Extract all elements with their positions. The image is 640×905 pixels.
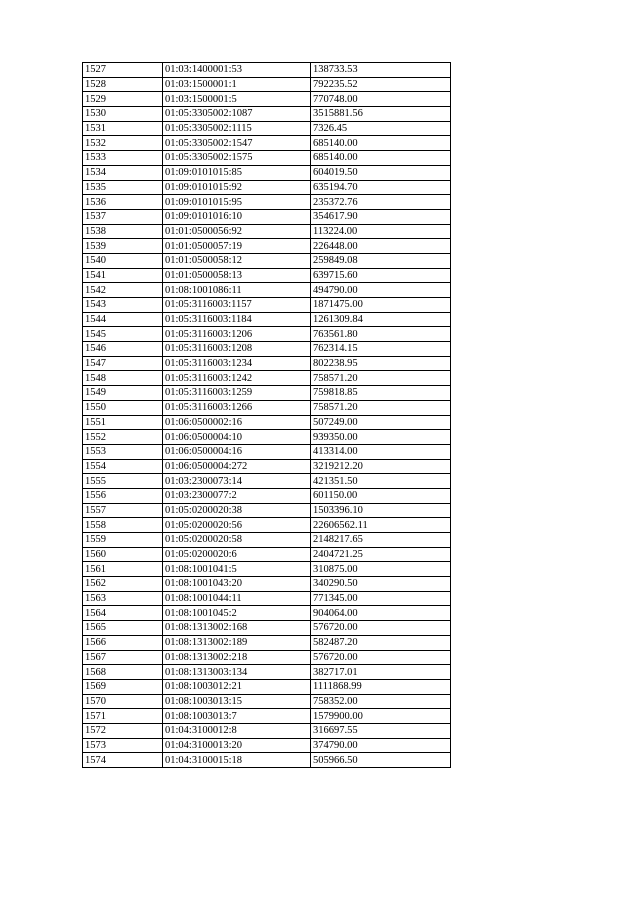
value-cell: 354617.90 xyxy=(311,209,451,224)
row-number-cell: 1554 xyxy=(83,459,163,474)
row-number-cell: 1571 xyxy=(83,709,163,724)
row-number-cell: 1569 xyxy=(83,679,163,694)
value-cell: 771345.00 xyxy=(311,591,451,606)
value-cell: 138733.53 xyxy=(311,63,451,78)
value-cell: 1503396.10 xyxy=(311,503,451,518)
value-cell: 604019.50 xyxy=(311,165,451,180)
value-cell: 802238.95 xyxy=(311,356,451,371)
cadastral-number-cell: 01:05:3305002:1575 xyxy=(163,151,311,166)
table-row xyxy=(83,665,451,680)
table-row xyxy=(83,650,451,665)
value-cell: 904064.00 xyxy=(311,606,451,621)
table-row xyxy=(83,723,451,738)
table-row xyxy=(83,753,451,768)
value-cell: 374790.00 xyxy=(311,738,451,753)
row-number-cell: 1563 xyxy=(83,591,163,606)
row-number-cell: 1574 xyxy=(83,753,163,768)
value-cell: 507249.00 xyxy=(311,415,451,430)
row-number-cell: 1568 xyxy=(83,665,163,680)
value-cell: 576720.00 xyxy=(311,650,451,665)
row-number-cell: 1533 xyxy=(83,151,163,166)
cadastral-number-cell: 01:08:1001041:5 xyxy=(163,562,311,577)
cadastral-number-cell: 01:05:3305002:1115 xyxy=(163,121,311,136)
value-cell: 758571.20 xyxy=(311,400,451,415)
table-row xyxy=(83,694,451,709)
cadastral-number-cell: 01:04:3100012:8 xyxy=(163,723,311,738)
cadastral-number-cell: 01:08:1313002:218 xyxy=(163,650,311,665)
cadastral-number-cell: 01:03:1400001:53 xyxy=(163,63,311,78)
row-number-cell: 1561 xyxy=(83,562,163,577)
table-row xyxy=(83,709,451,724)
row-number-cell: 1560 xyxy=(83,547,163,562)
row-number-cell: 1555 xyxy=(83,474,163,489)
cadastral-number-cell: 01:08:1001044:11 xyxy=(163,591,311,606)
row-number-cell: 1537 xyxy=(83,209,163,224)
cadastral-number-cell: 01:04:3100013:20 xyxy=(163,738,311,753)
table-row xyxy=(83,121,451,136)
cadastral-number-cell: 01:05:0200020:56 xyxy=(163,518,311,533)
table-row xyxy=(83,635,451,650)
cadastral-number-cell: 01:06:0500004:272 xyxy=(163,459,311,474)
table-row xyxy=(83,474,451,489)
row-number-cell: 1527 xyxy=(83,63,163,78)
table-row xyxy=(83,533,451,548)
table-row xyxy=(83,136,451,151)
table-row xyxy=(83,209,451,224)
row-number-cell: 1566 xyxy=(83,635,163,650)
table-row xyxy=(83,621,451,636)
value-cell: 763561.80 xyxy=(311,327,451,342)
value-cell: 1871475.00 xyxy=(311,298,451,313)
value-cell: 685140.00 xyxy=(311,151,451,166)
cadastral-number-cell: 01:05:3305002:1547 xyxy=(163,136,311,151)
row-number-cell: 1546 xyxy=(83,342,163,357)
table-row xyxy=(83,547,451,562)
row-number-cell: 1558 xyxy=(83,518,163,533)
value-cell: 759818.85 xyxy=(311,386,451,401)
value-cell: 685140.00 xyxy=(311,136,451,151)
cadastral-number-cell: 01:05:0200020:58 xyxy=(163,533,311,548)
table-row xyxy=(83,371,451,386)
row-number-cell: 1536 xyxy=(83,195,163,210)
value-cell: 505966.50 xyxy=(311,753,451,768)
cadastral-number-cell: 01:05:3116003:1259 xyxy=(163,386,311,401)
table-row xyxy=(83,562,451,577)
row-number-cell: 1573 xyxy=(83,738,163,753)
value-cell: 582487.20 xyxy=(311,635,451,650)
row-number-cell: 1534 xyxy=(83,165,163,180)
cadastral-number-cell: 01:09:0101015:92 xyxy=(163,180,311,195)
value-cell: 226448.00 xyxy=(311,239,451,254)
cadastral-number-cell: 01:05:3116003:1266 xyxy=(163,400,311,415)
cadastral-number-cell: 01:09:0101015:95 xyxy=(163,195,311,210)
value-cell: 639715.60 xyxy=(311,268,451,283)
cadastral-number-cell: 01:03:2300073:14 xyxy=(163,474,311,489)
table-row xyxy=(83,400,451,415)
cadastral-number-cell: 01:05:3116003:1157 xyxy=(163,298,311,313)
cadastral-number-cell: 01:05:3116003:1242 xyxy=(163,371,311,386)
row-number-cell: 1550 xyxy=(83,400,163,415)
value-cell: 310875.00 xyxy=(311,562,451,577)
cadastral-number-cell: 01:09:0101016:10 xyxy=(163,209,311,224)
row-number-cell: 1559 xyxy=(83,533,163,548)
table-row xyxy=(83,606,451,621)
table-row xyxy=(83,107,451,122)
row-number-cell: 1539 xyxy=(83,239,163,254)
table-row xyxy=(83,92,451,107)
table-row xyxy=(83,253,451,268)
table-row xyxy=(83,180,451,195)
row-number-cell: 1538 xyxy=(83,224,163,239)
cadastral-number-cell: 01:03:1500001:1 xyxy=(163,77,311,92)
value-cell: 3219212.20 xyxy=(311,459,451,474)
cadastral-number-cell: 01:05:3116003:1234 xyxy=(163,356,311,371)
cadastral-number-cell: 01:01:0500058:12 xyxy=(163,253,311,268)
value-cell: 316697.55 xyxy=(311,723,451,738)
table-row xyxy=(83,415,451,430)
table-row xyxy=(83,488,451,503)
table-row xyxy=(83,430,451,445)
table-row xyxy=(83,63,451,78)
cadastral-number-cell: 01:08:1001045:2 xyxy=(163,606,311,621)
cadastral-number-cell: 01:08:1003013:15 xyxy=(163,694,311,709)
row-number-cell: 1529 xyxy=(83,92,163,107)
row-number-cell: 1556 xyxy=(83,488,163,503)
value-cell: 413314.00 xyxy=(311,444,451,459)
row-number-cell: 1531 xyxy=(83,121,163,136)
cadastral-number-cell: 01:06:0500004:10 xyxy=(163,430,311,445)
table-row xyxy=(83,165,451,180)
value-cell: 340290.50 xyxy=(311,577,451,592)
table-row xyxy=(83,356,451,371)
cadastral-number-cell: 01:06:0500004:16 xyxy=(163,444,311,459)
value-cell: 3515881.56 xyxy=(311,107,451,122)
cadastral-number-cell: 01:08:1313002:189 xyxy=(163,635,311,650)
row-number-cell: 1543 xyxy=(83,298,163,313)
table-row xyxy=(83,195,451,210)
cadastral-number-cell: 01:01:0500056:92 xyxy=(163,224,311,239)
cadastral-number-cell: 01:08:1001086:11 xyxy=(163,283,311,298)
row-number-cell: 1528 xyxy=(83,77,163,92)
table-row xyxy=(83,77,451,92)
row-number-cell: 1540 xyxy=(83,253,163,268)
row-number-cell: 1532 xyxy=(83,136,163,151)
table-row xyxy=(83,327,451,342)
table-row xyxy=(83,459,451,474)
value-cell: 576720.00 xyxy=(311,621,451,636)
value-cell: 235372.76 xyxy=(311,195,451,210)
value-cell: 1111868.99 xyxy=(311,679,451,694)
row-number-cell: 1564 xyxy=(83,606,163,621)
row-number-cell: 1553 xyxy=(83,444,163,459)
value-cell: 758571.20 xyxy=(311,371,451,386)
cadastral-number-cell: 01:05:3116003:1206 xyxy=(163,327,311,342)
cadastral-number-cell: 01:01:0500057:19 xyxy=(163,239,311,254)
cadastral-value-table xyxy=(82,62,451,768)
table-row xyxy=(83,738,451,753)
value-cell: 421351.50 xyxy=(311,474,451,489)
value-cell: 113224.00 xyxy=(311,224,451,239)
table-row xyxy=(83,386,451,401)
row-number-cell: 1567 xyxy=(83,650,163,665)
cadastral-number-cell: 01:05:0200020:38 xyxy=(163,503,311,518)
value-cell: 792235.52 xyxy=(311,77,451,92)
value-cell: 601150.00 xyxy=(311,488,451,503)
cadastral-number-cell: 01:01:0500058:13 xyxy=(163,268,311,283)
value-cell: 939350.00 xyxy=(311,430,451,445)
row-number-cell: 1547 xyxy=(83,356,163,371)
row-number-cell: 1530 xyxy=(83,107,163,122)
row-number-cell: 1552 xyxy=(83,430,163,445)
value-cell: 382717.01 xyxy=(311,665,451,680)
cadastral-number-cell: 01:05:3305002:1087 xyxy=(163,107,311,122)
table-row xyxy=(83,239,451,254)
table-row xyxy=(83,268,451,283)
row-number-cell: 1565 xyxy=(83,621,163,636)
cadastral-number-cell: 01:08:1313002:168 xyxy=(163,621,311,636)
table-row xyxy=(83,577,451,592)
table-row xyxy=(83,444,451,459)
row-number-cell: 1557 xyxy=(83,503,163,518)
cadastral-number-cell: 01:08:1003013:7 xyxy=(163,709,311,724)
cadastral-number-cell: 01:06:0500002:16 xyxy=(163,415,311,430)
row-number-cell: 1551 xyxy=(83,415,163,430)
table-row xyxy=(83,224,451,239)
row-number-cell: 1541 xyxy=(83,268,163,283)
cadastral-number-cell: 01:03:1500001:5 xyxy=(163,92,311,107)
table-row xyxy=(83,298,451,313)
table-row xyxy=(83,503,451,518)
value-cell: 770748.00 xyxy=(311,92,451,107)
value-cell: 2148217.65 xyxy=(311,533,451,548)
row-number-cell: 1545 xyxy=(83,327,163,342)
table-row xyxy=(83,151,451,166)
table-row xyxy=(83,518,451,533)
value-cell: 494790.00 xyxy=(311,283,451,298)
cadastral-number-cell: 01:04:3100015:18 xyxy=(163,753,311,768)
cadastral-number-cell: 01:05:3116003:1208 xyxy=(163,342,311,357)
table-body xyxy=(83,63,451,768)
value-cell: 2404721.25 xyxy=(311,547,451,562)
value-cell: 22606562.11 xyxy=(311,518,451,533)
table-row xyxy=(83,679,451,694)
row-number-cell: 1549 xyxy=(83,386,163,401)
cadastral-number-cell: 01:03:2300077:2 xyxy=(163,488,311,503)
value-cell: 635194.70 xyxy=(311,180,451,195)
cadastral-number-cell: 01:09:0101015:85 xyxy=(163,165,311,180)
value-cell: 1261309.84 xyxy=(311,312,451,327)
value-cell: 259849.08 xyxy=(311,253,451,268)
table-row xyxy=(83,283,451,298)
cadastral-number-cell: 01:05:3116003:1184 xyxy=(163,312,311,327)
row-number-cell: 1570 xyxy=(83,694,163,709)
cadastral-number-cell: 01:05:0200020:6 xyxy=(163,547,311,562)
row-number-cell: 1548 xyxy=(83,371,163,386)
value-cell: 7326.45 xyxy=(311,121,451,136)
value-cell: 758352.00 xyxy=(311,694,451,709)
cadastral-number-cell: 01:08:1003012:21 xyxy=(163,679,311,694)
row-number-cell: 1542 xyxy=(83,283,163,298)
row-number-cell: 1544 xyxy=(83,312,163,327)
table-row xyxy=(83,342,451,357)
cadastral-number-cell: 01:08:1001043:20 xyxy=(163,577,311,592)
row-number-cell: 1535 xyxy=(83,180,163,195)
value-cell: 762314.15 xyxy=(311,342,451,357)
value-cell: 1579900.00 xyxy=(311,709,451,724)
table-row xyxy=(83,591,451,606)
cadastral-number-cell: 01:08:1313003:134 xyxy=(163,665,311,680)
row-number-cell: 1562 xyxy=(83,577,163,592)
row-number-cell: 1572 xyxy=(83,723,163,738)
table-row xyxy=(83,312,451,327)
